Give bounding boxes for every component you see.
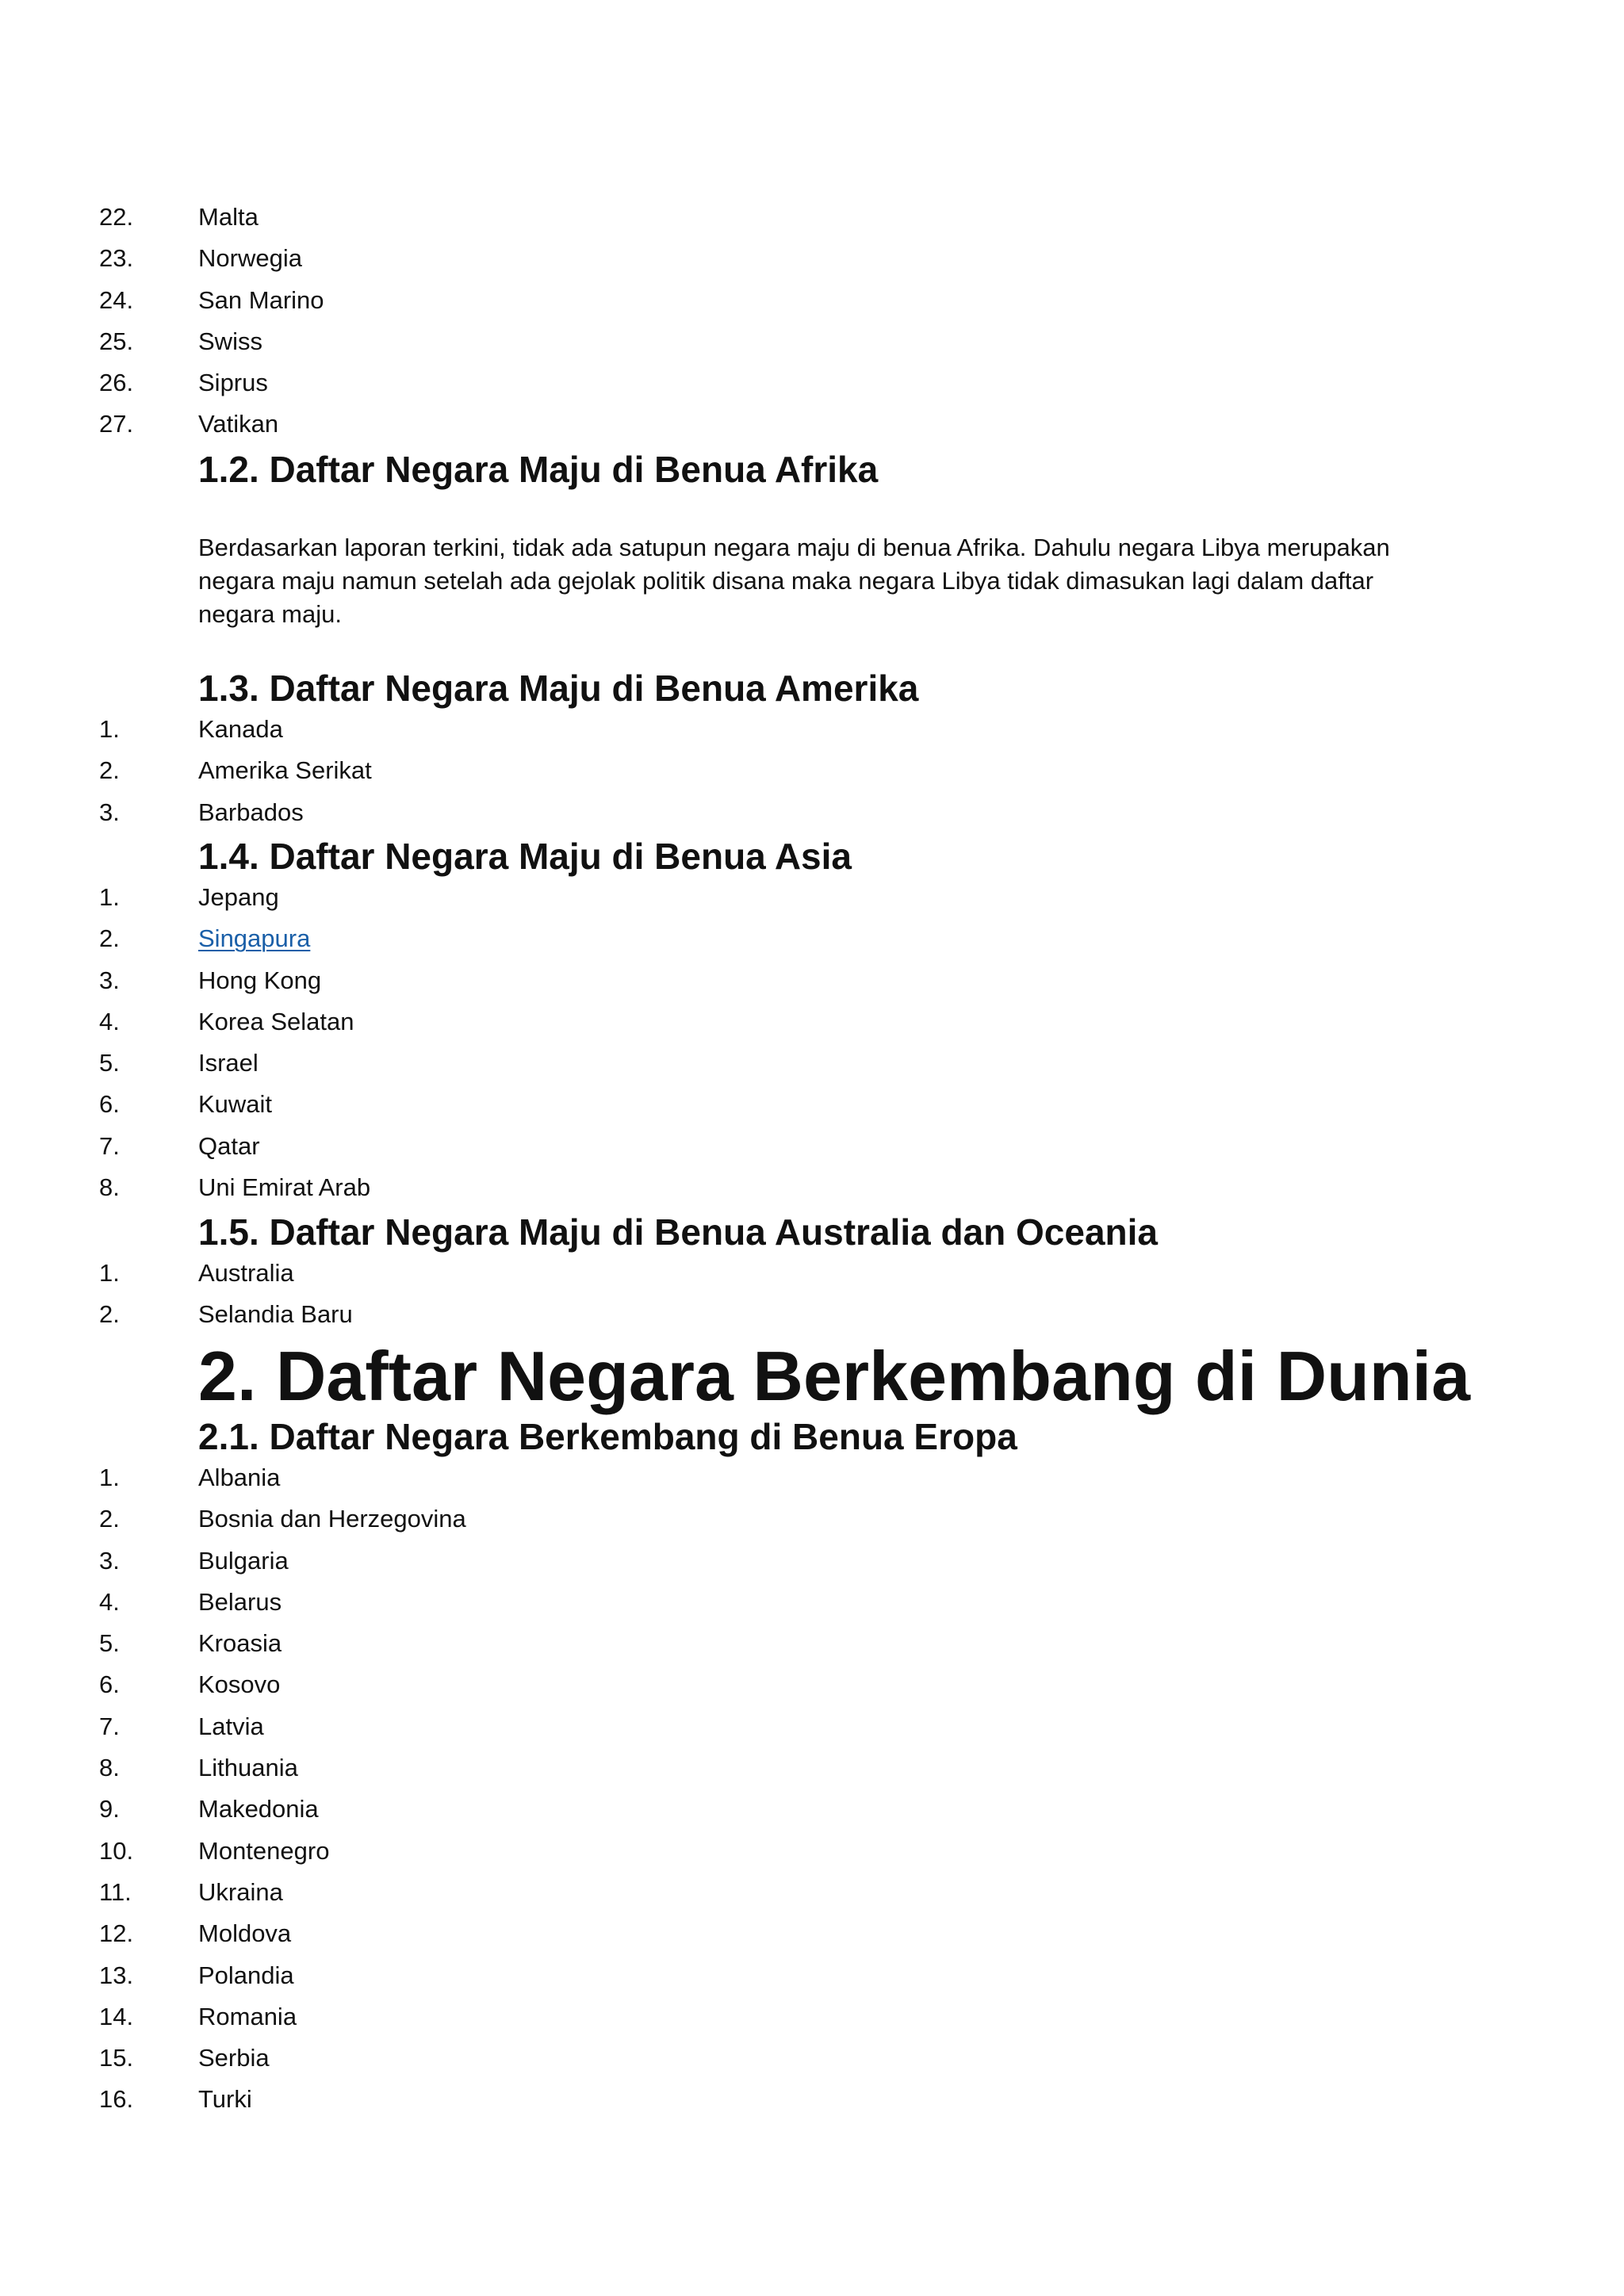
list-number: 3.	[99, 1546, 120, 1575]
list-number: 1.	[99, 883, 120, 911]
list-item	[0, 1831, 793, 1872]
country-name: Serbia	[198, 2044, 270, 2072]
eropa-berkembang-list	[0, 1457, 793, 2121]
list-number: 6.	[99, 1090, 120, 1119]
list-item	[0, 1582, 793, 1623]
singapura-link[interactable]: Singapura	[198, 924, 311, 953]
list-item	[0, 960, 793, 1001]
list-item	[0, 1043, 793, 1084]
list-item	[0, 1498, 793, 1540]
country-name: Hong Kong	[198, 966, 322, 994]
list-number: 1.	[99, 715, 120, 743]
list-number: 26.	[99, 369, 134, 397]
list-number: 5.	[99, 1629, 120, 1658]
list-number: 9.	[99, 1795, 120, 1823]
list-item	[0, 1664, 793, 1705]
list-number: 7.	[99, 1131, 120, 1160]
country-name: Jepang	[198, 883, 279, 911]
list-item	[0, 1913, 793, 1954]
list-number: 25.	[99, 327, 134, 355]
list-item	[0, 404, 793, 445]
list-item	[0, 750, 793, 791]
country-name: Albania	[198, 1464, 281, 1491]
list-number: 12.	[99, 1919, 134, 1948]
country-name: Barbados	[198, 798, 304, 826]
list-number: 2.	[99, 924, 120, 953]
country-name: Kroasia	[198, 1629, 282, 1658]
list-item	[0, 918, 793, 959]
list-item	[0, 1457, 793, 1498]
country-name: Lithuania	[198, 1754, 298, 1782]
country-name: Swiss	[198, 327, 262, 355]
list-number: 14.	[99, 2002, 134, 2030]
list-number: 8.	[99, 1173, 120, 1202]
list-item	[0, 1747, 793, 1789]
list-item	[0, 1996, 793, 2038]
list-item	[0, 1126, 793, 1167]
list-number: 4.	[99, 1587, 120, 1616]
list-number: 5.	[99, 1049, 120, 1077]
country-name: Vatikan	[198, 410, 279, 438]
list-number: 11.	[99, 1877, 132, 1906]
country-name: Polandia	[198, 1961, 294, 1989]
list-number: 27.	[99, 410, 134, 438]
list-item	[0, 238, 793, 279]
list-item	[0, 2038, 793, 2079]
list-number: 3.	[99, 966, 120, 994]
list-number: 1.	[99, 1259, 120, 1287]
country-name: Norwegia	[198, 244, 302, 273]
list-item	[0, 877, 793, 918]
heading-australia: 1.5. Daftar Negara Maju di Benua Australia dan Oceania	[198, 1211, 1159, 1253]
country-name: Bulgaria	[198, 1546, 289, 1575]
list-item	[0, 1167, 793, 1208]
list-item	[0, 1294, 793, 1335]
afrika-paragraph: Berdasarkan laporan terkini, tidak ada satupun negara maju di benua Afrika. Dahulu negara Libya merupakan negara maju namun setelah ada gejolak politik disana maka negara Libya tidak dimasukan lagi dalam daftar negara maju.	[198, 534, 1390, 628]
amerika-list	[0, 709, 793, 833]
list-number: 2.	[99, 1300, 120, 1329]
country-name: Ukraina	[198, 1877, 283, 1906]
list-number: 16.	[99, 2085, 134, 2114]
list-number: 4.	[99, 1007, 120, 1035]
list-item	[0, 792, 793, 833]
list-number: 3.	[99, 798, 120, 826]
country-name: Qatar	[198, 1131, 260, 1160]
country-name: Selandia Baru	[198, 1300, 353, 1329]
list-item	[0, 197, 793, 238]
australia-list	[0, 1253, 793, 1336]
list-number: 13.	[99, 1961, 134, 1989]
country-name: Moldova	[198, 1919, 292, 1948]
list-number: 23.	[99, 244, 134, 273]
heading-afrika: 1.2. Daftar Negara Maju di Benua Afrika	[198, 449, 879, 490]
heading-asia: 1.4. Daftar Negara Maju di Benua Asia	[198, 836, 852, 877]
list-number: 15.	[99, 2044, 134, 2072]
country-name: Malta	[198, 203, 259, 231]
country-name: Australia	[198, 1259, 294, 1287]
country-name: Siprus	[198, 369, 268, 397]
list-number: 22.	[99, 203, 134, 231]
list-number: 2.	[99, 756, 120, 785]
list-item	[0, 2079, 793, 2120]
country-name: Latvia	[198, 1712, 264, 1740]
country-name: Bosnia dan Herzegovina	[198, 1505, 466, 1533]
list-item	[0, 321, 793, 362]
list-number: 8.	[99, 1754, 120, 1782]
list-item	[0, 1706, 793, 1747]
country-name: Kuwait	[198, 1090, 273, 1119]
list-item	[0, 362, 793, 404]
country-name: Korea Selatan	[198, 1007, 354, 1035]
heading-amerika: 1.3. Daftar Negara Maju di Benua Amerika	[198, 668, 919, 709]
asia-list	[0, 877, 793, 1208]
country-name: Uni Emirat Arab	[198, 1173, 371, 1202]
list-item	[0, 1253, 793, 1294]
list-number: 6.	[99, 1670, 120, 1699]
list-item	[0, 1540, 793, 1582]
country-name: Amerika Serikat	[198, 756, 372, 785]
country-name: Kanada	[198, 715, 283, 743]
country-name: Montenegro	[198, 1836, 330, 1865]
eropa-maju-list	[0, 197, 793, 446]
list-item	[0, 1623, 793, 1664]
list-item	[0, 1789, 793, 1830]
country-name: Israel	[198, 1049, 259, 1077]
country-name: Romania	[198, 2002, 297, 2030]
heading-berkembang: 2. Daftar Negara Berkembang di Dunia	[198, 1337, 1471, 1415]
heading-eropa-berkembang: 2.1. Daftar Negara Berkembang di Benua Eropa	[198, 1416, 1017, 1457]
list-number: 1.	[99, 1464, 120, 1491]
list-number: 7.	[99, 1712, 120, 1740]
list-item	[0, 1084, 793, 1125]
list-number: 2.	[99, 1505, 120, 1533]
list-item	[0, 1872, 793, 1913]
country-name: Turki	[198, 2085, 252, 2114]
list-item	[0, 709, 793, 750]
list-item	[0, 1955, 793, 1996]
list-item	[0, 280, 793, 321]
list-item	[0, 1001, 793, 1043]
country-name: Belarus	[198, 1587, 282, 1616]
list-number: 24.	[99, 285, 134, 314]
country-name: Makedonia	[198, 1795, 319, 1823]
list-number: 10.	[99, 1836, 134, 1865]
country-name: Kosovo	[198, 1670, 281, 1699]
country-name: San Marino	[198, 285, 324, 314]
